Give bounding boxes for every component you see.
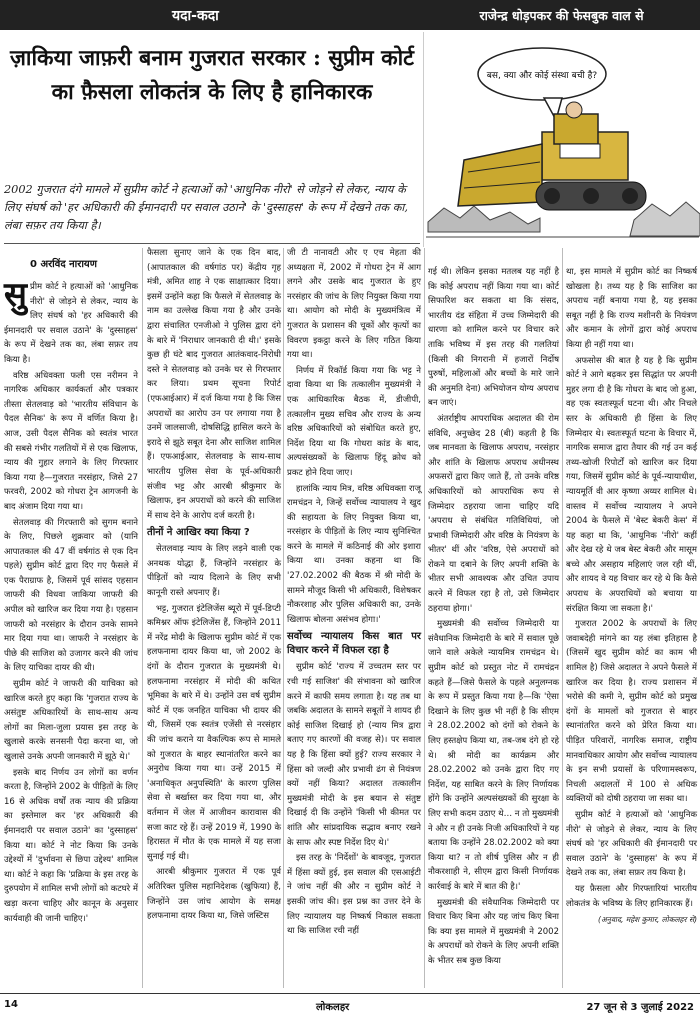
column-rule	[562, 248, 563, 988]
column-rule	[424, 248, 425, 988]
column-rule	[283, 248, 284, 988]
paragraph: सुप्रीम कोर्ट ने जाफरी की याचिका को खारिज करते हुए कहा कि 'गुजरात राज्य के असंतुष्ट अधिकारियों के साथ-साथ अन्य लोगों का मिला-जुला प्रयास इस तरह के खुलासे करके सनसनी पैदा करना था, जो खुलासे उनके अपनी जानकारी में झूठे थे।'	[4, 679, 138, 762]
column-3	[287, 246, 421, 940]
paragraph: गुजरात 2002 के अपराधों के लिए जवाबदेही मांगने का यह लंबा इतिहास है (जिसमें खुद सुप्रीम कोर्ट का काम भी शामिल है) जिसे अदालत ने अपने फैसले में खारिज कर दिया है। राज्य प्रशासन में भरोसे की कमी ने, सुप्रीम कोर्ट को प्रमुख दंगों के मामलों को गुजरात से बाहर स्थानांतरित करने को प्रेरित किया था। पीड़ित परिवारों, नागरिक समाज, राष्ट्रीय मानवाधिकार आयोग और सर्वोच्च न्यायालय के इन सभी प्रयासों के परिणामस्वरूप, निचली अदालतों में 100 से अधिक व्यक्तियों को दोषी ठहराया जा सका था।	[566, 619, 697, 805]
paragraph: गई थी। लेकिन इसका मतलब यह नहीं है कि कोई अपराध नहीं किया गया था। कोर्ट सिफारिश कर सकता था कि संसद, भारतीय दंड संहिता में उच्च जिम्मेदारी की धारणा को शामिल करने पर विचार करे ताकि भविष्य में इस तरह की गलतियां (किसी की निगरानी में हजारों निर्दोष पुरुषों, महिलाओं और बच्चों के मारे जाने की अनुमति देना) अभियोजन योग्य अपराध बन जाएं।	[428, 267, 559, 409]
paragraph: इसके बाद निर्णय उन लोगों का वर्णन करता है, जिन्होंने 2002 के पीड़ितों के लिए 16 से अधिक वर्षों तक न्याय की प्रक्रिया का इस्तेमाल कर 'हर अधिकारी की ईमानदारी पर सवाल उठाने' का 'दुस्साहस' किया था। कोर्ट ने नोट किया कि उनके उद्देश्यों में 'दुर्भावना से छिपा उद्देश्य' शामिल था। कोर्ट ने कहा कि 'प्रक्रिया के इस तरह के दुरुपयोग में शामिल सभी लोगों को कटघरे में खड़ा करना चाहिए और कानून के अनुसार कार्यवाही की जानी चाहिए।'	[4, 767, 138, 924]
cartoon-illustration	[424, 32, 700, 247]
subheading: सर्वोच्च न्यायालय किस बात पर विचार करने में विफल रहा है	[287, 631, 421, 657]
issue-date: 27 जून से 3 जुलाई 2022	[586, 1002, 694, 1013]
paragraph: था, इस मामले में सुप्रीम कोर्ट का निष्कर्ष खोखला है। तथ्य यह है कि साजिश का अपराध नहीं बनाया गया है, यह इसका सबूत नहीं है कि राज्य मशीनरी के नियंत्रण और कमान के लोगों द्वारा कोई अपराध किया ही नहीं गया था।	[566, 267, 697, 350]
cartoon-bubble-text: बस, क्या और कोई संस्था बची है?	[486, 71, 598, 81]
paragraph: मुख्यमंत्री की सर्वोच्च जिम्मेदारी या संवैधानिक जिम्मेदारी के बारे में सवाल पूछे जाने वाले अकेले न्यायमित्र रामचंद्रन थे। सुप्रीम कोर्ट को प्रस्तुत नोट में रामचंद्रन कहते हैं—जिसे फैसले के पहले अनुलग्नक के रूप में प्रस्तुत किया गया है—कि 'ऐसा दिखाने के लिए कुछ भी नहीं है कि सीएम ने 28.02.2002 को दंगों को रोकने के लिए हस्तक्षेप किया था, तब-जब दंगे हो रहे थे। श्री मोदी का कार्यक्रम और 28.02.2002 को उनके द्वारा दिए गए निर्देश, यह साबित करने के लिए निर्णायक होंगे कि उन्होंने अल्पसंख्यकों की सुरक्षा के लिए सभी कदम उठाए थे… न तो मुख्यमंत्री ने और न ही उनके निजी अधिकारियों ने यह बताया कि उन्होंने 28.02.2002 को क्या किया था? न तो शीर्ष पुलिस और न ही नौकरशाही ने, सीएम द्वारा किसी निर्णायक कार्रवाई के बारे में बात की है।'	[428, 619, 559, 892]
section-label: यदा-कदा	[172, 7, 219, 24]
byline: 0 अरविंद नारायण	[30, 259, 97, 270]
page-number: 14	[4, 999, 18, 1010]
cartoon	[423, 32, 700, 247]
paragraph: सेतलवाड़ न्याय के लिए लड़ने वाली एक अनथक योद्धा हैं, जिन्होंने नरसंहार के पीड़ितों को न्याय दिलाने के लिए सभी कानूनी रास्ते अपनाए हैं।	[147, 544, 281, 599]
cartoon-header	[423, 0, 700, 30]
subheading: तीनों ने आखिर क्या किया ?	[147, 527, 250, 539]
article-deck: 2002 गुजरात दंगे मामले में सुप्रीम कोर्ट ने हत्याओं को 'आधुनिक नीरो' से जोड़ने से लेकर, न्याय के लिए संघर्ष को 'हर अधिकारी की ईमानदारी पर सवाल उठाने' के 'दुस्साहस' के रूप में देखने तक का, लंबा सफ़र तय किया है।	[4, 183, 408, 232]
column-4	[428, 265, 559, 970]
paragraph: इस तरह के 'निर्देशों' के बावजूद, गुजरात में हिंसा क्यों हुई, इस सवाल की एसआईटी ने जांच नहीं की और न सुप्रीम कोर्ट ने इसकी जांच की। इस प्रश्न का उत्तर देने के लिए न्यायालय यह निष्कर्ष निकाल सकता था कि साजिश रची नहीं	[287, 853, 421, 937]
page-footer	[0, 993, 700, 1015]
cartoon-section-label: राजेन्द्र धोड़पकर की फेसबुक वाल से	[479, 7, 644, 23]
deck-divider	[4, 243, 420, 244]
paragraph: अंतर्राष्ट्रीय आपराधिक अदालत की रोम संविधि, अनुच्छेद 28 (बी) कहती है कि जब मानवता के खिलाफ अपराध, नरसंहार और शांति के खिलाफ अपराध अधीनस्थ अफसरों द्वारा किए जाते हैं, तो उनके वरिष्ठ अधिकारियों को आपराधिक रूप से जिम्मेदार ठहराया जाना चाहिए यदि 'अपराध से संबंधित गतिविधियां, जो प्रभावी जिम्मेदारी और वरिष्ठ के नियंत्रण के भीतर' थीं और 'वरिष्ठ, ऐसे अपराधों को रोकने या दबाने के लिए अपनी शक्ति के भीतर सभी आवश्यक और उचित उपाय करने में विफल रहा है तो, उसे जिम्मेदार ठहराया होगा।'	[428, 413, 559, 614]
paragraph: वरिष्ठ अधिवक्ता फली एस नरीमन ने नागरिक अधिकार कार्यकर्ता और पत्रकार तीस्ता सेतलवाड़ को 'भारतीय संविधान के पैदल सैनिक' के रूप में वर्णित किया है। आज, उसी पैदल सैनिक को स्वतंत्र भारत की सबसे गंभीर गलतियों में से एक खिलाफ, न्याय की गुहार लगाने के लिए गिरफ्तार किया गया है—गुजरात नरसंहार, जिसे 27 फरवरी, 2002 को गोधरा ट्रेन आगजनी के बाद अंजाम दिया गया था।	[4, 370, 138, 512]
paragraph: सेतलवाड़ की गिरफ्तारी को सुगम बनाने के लिए, पिछले शुक्रवार को (यानि आपातकाल की 47 वीं वर्षगांठ से एक दिन पहले) सुप्रीम कोर्ट द्वारा दिए गए फैसले में एक पैराग्राफ है, जिसमें पूर्व सांसद एहसान जाफरी की विधवा जाकिया जाफरी की अपील को खारिज कर दिया गया है। एहसान जाफरी को नरसंहार के दौरान उनके सामने मार दिया गया था। जाफरी ने नरसंहार के पीछे की साजिश को उजागर करने की जांच के लिए याचिका दायर की थी।	[4, 517, 138, 674]
paragraph: जी टी नानावटी और ए एच मेहता की अध्यक्षता में, 2002 में गोधरा ट्रेन में आग लगने और उसके बाद गुजरात के हुए नरसंहार की जांच के लिए नियुक्त किया गया था। आयोग को मोदी के मुख्यमंत्रित्व में गुजरात के प्रशासन की चूकों और कृत्यों का विवरण इकट्ठा करने के लिए गठित किया गया था।	[287, 248, 421, 361]
paragraph: भट्ट, गुजरात इंटेलिजेंस ब्यूरो में पूर्व-डिप्टी कमिश्नर ऑफ इंटेलिजेंस हैं, जिन्होंने 2011 में नरेंद्र मोदी के खिलाफ सुप्रीम कोर्ट में एक हलफनामा दायर किया था, जो 2002 के दंगों के दौरान गुजरात के मुख्यमंत्री थे। हलफनामा नरसंहार में मोदी की कथित भूमिका के बारे में थे। उन्होंने उस वर्ष सुप्रीम कोर्ट में एक जनहित याचिका भी दायर की थी, जिसमें एक स्वतंत्र एजेंसी से नरसंहार की जांच कराने या वैकल्पिक रूप से मामले को गुजरात के बाहर स्थानांतरित करने का अनुरोध किया गया था। उन्हें 2015 में 'अनाधिकृत अनुपस्थिति' के कारण पुलिस सेवा से बर्खास्त कर दिया गया था, और वर्तमान में जेल में आजीवन कारावास की सजा काट रहे हैं। उन्हें 2019 में, 1990 के हिरासत में मौत के एक मामले में यह सजा सुनाई गई थी।	[147, 603, 281, 862]
paragraph: मुख्यमंत्री की संवैधानिक जिम्मेदारी पर विचार किए बिना और यह जांच किए बिना कि क्या इस मामले में मुख्यमंत्री ने 2002 के अपराधों को रोकने के लिए अपनी शक्ति के भीतर सब कुछ किया	[428, 897, 559, 966]
column-1	[4, 275, 138, 927]
paragraph	[4, 275, 138, 368]
paragraph: अफसोस की बात है यह है कि सुप्रीम कोर्ट ने आगे बढ़कर इस सिद्धांत पर अपनी मुहर लगा दी है कि गोधरा के बाद जो हुआ, वह एक स्वतःस्फूर्त घटना थी। और निचले स्तर के अधिकारी ही हिंसा के लिए जिम्मेदार थे। स्वतःस्फूर्त घटना के विचार में, नागरिक समाज द्वारा तैयार की गई उन कई तथ्य-खोजी रिपोर्टों को खारिज कर दिया गया, जिसमें सुप्रीम कोर्ट के पूर्व-न्यायाधीश, न्यायमूर्ति वी आर कृष्णा अय्यर शामिल थे। वास्तव में सर्वोच्च न्यायालय ने अपने 2004 के फैसले में 'बेस्ट बेकरी केस' में यह कहा था कि, 'आधुनिक 'नीरो' कहीं और देख रहे थे जब बेस्ट बेकरी और मासूम बच्चे और असहाय महिलाएं जल रही थीं, और शायद वे यह विचार कर रहे थे कि कैसे अपराध के अपराधियों को बचाया या संरक्षित किया जा सकता है।'	[566, 355, 697, 614]
paragraph: सुप्रीम कोर्ट 'राज्य में उच्चतम स्तर पर रची गई साजिश' की संभावना को खारिज करने में काफी समय लगाता है। यह तब था जबकि अदालत के सामने सबूतों ने शायद ही कोई साजिश दिखाई हो (न्याय मित्र द्वारा बताए गए कारणों की वजह से)। पर सवाल यह है कि हिंसा क्यों हुई? राज्य सरकार ने हिंसा को जल्दी और प्रभावी ढंग से नियंत्रण क्यों नहीं किया? अदालत तत्कालीन मुख्यमंत्री मोदी के इस बयान से संतुष्ट दिखाई दी कि उन्होंने 'किसी भी कीमत पर शांति और सांप्रदायिक सद्भाव बनाए रखने के साफ और स्पष्ट निर्देश दिए थे।'	[287, 662, 421, 848]
publication-name: लोकलहर	[316, 1002, 350, 1013]
paragraph: फैसला सुनाए जाने के एक दिन बाद, (आपातकाल की वर्षगांठ पर) केंद्रीय गृह मंत्री, अमित शाह ने एक साक्षात्कार दिया। इसमें उन्होंने कहा कि फैसले में सेतलवाड़ के नाम का उल्लेख किया गया है और उनके द्वारा संचालित एनजीओ ने पुलिस द्वारा दंगे के बारे में 'निराधार जानकारी दी थी।' इसके कुछ ही घंटे बाद गुजरात आतंकवाद-निरोधी दस्ते ने सेतलवाड़ को उनके घर से गिरफ्तार कर लिया। प्रथम सूचना रिपोर्ट (एफआईआर) में दर्ज किया गया है कि जिस अपराधों का आरोप उन पर लगाया गया है उनमें जालसाजी, दोषसिद्धि हासिल करने के इरादे से झूठे सबूत देना और साजिश शामिल हैं। एफआईआर, सेतलवाड़ के साथ-साथ भारतीय पुलिस सेवा के पूर्व-अधिकारी संजीव भट्ट और आरबी श्रीकुमार के खिलाफ, इन अपराधों को करने की साजिश में साथ देने के आरोप दर्ज करती है।	[147, 248, 281, 521]
paragraph: निर्णय में रिकॉर्ड किया गया कि भट्ट ने दावा किया था कि तत्कालीन मुख्यमंत्री ने एक आधिकारिक बैठक में, डीजीपी, तत्कालीन मुख्य सचिव और राज्य के अन्य वरिष्ठ अधिकारियों को संबोधित करते हुए, निर्देश दिया था कि गोधरा कांड के बाद, अल्पसंख्यकों के खिलाफ हिंदू क्रोध को प्रकट होने दिया जाए।	[287, 365, 421, 478]
paragraph: हालांकि न्याय मित्र, वरिष्ठ अधिवक्ता राजू रामचंद्रन ने, जिन्हें सर्वोच्च न्यायालय ने खुद की सहायता के लिए नियुक्त किया था, नरसंहार के पीड़ितों के लिए न्याय सुनिश्चित करने के मामले में कठिनाई की ओर इशारा किया था। उनका कहना था कि '27.02.2002 की बैठक में श्री मोदी के सामने मौजूद किसी भी अधिकारी, विशेषकर नौकरशाह और पुलिस अधिकारी का, उनके खिलाफ बोलना असंभव होगा।'	[287, 483, 421, 625]
drop-cap: सु	[4, 275, 27, 315]
paragraph-text: प्रीम कोर्ट ने हत्याओं को 'आधुनिक नीरो' से जोड़ने से लेकर, न्याय के लिए संघर्ष को 'हर अधिकारी की ईमानदारी पर सवाल उठाने' के 'दुस्साहस' के रूप में देखने तक का, लंबा सफ़र तय किया है।	[4, 282, 138, 365]
translation-credit: (अनुवाद, महेश कुमार, लोकलहर से)	[598, 915, 697, 925]
paragraph: सुप्रीम कोर्ट ने हत्याओं को 'आधुनिक नीरो' से जोड़ने से लेकर, न्याय के लिए संघर्ष को 'हर अधिकारी की ईमानदारी पर सवाल उठाने' के 'दुस्साहस' के रूप में देखने तक का, लंबा सफ़र तय किया है।	[566, 809, 697, 879]
headline: ज़ाकिया जाफ़री बनाम गुजरात सरकार : सुप्रीम कोर्ट का फ़ैसला लोकतंत्र के लिए है हानिकारक	[9, 46, 415, 105]
paragraph: आरबी श्रीकुमार गुजरात में एक पूर्व अतिरिक्त पुलिस महानिदेशक (खुफिया) हैं, जिन्होंने उस जांच आयोग के समक्ष हलफनामा दायर किया था, जिसे जस्टिस	[147, 867, 281, 922]
section-header	[0, 0, 423, 30]
column-5	[566, 265, 697, 928]
column-rule	[142, 248, 143, 988]
paragraph: यह फ़ैसला और गिरफ्तारियां भारतीय लोकतंत्र के भविष्य के लिए हानिकारक हैं।	[566, 883, 697, 909]
column-2	[147, 246, 281, 925]
